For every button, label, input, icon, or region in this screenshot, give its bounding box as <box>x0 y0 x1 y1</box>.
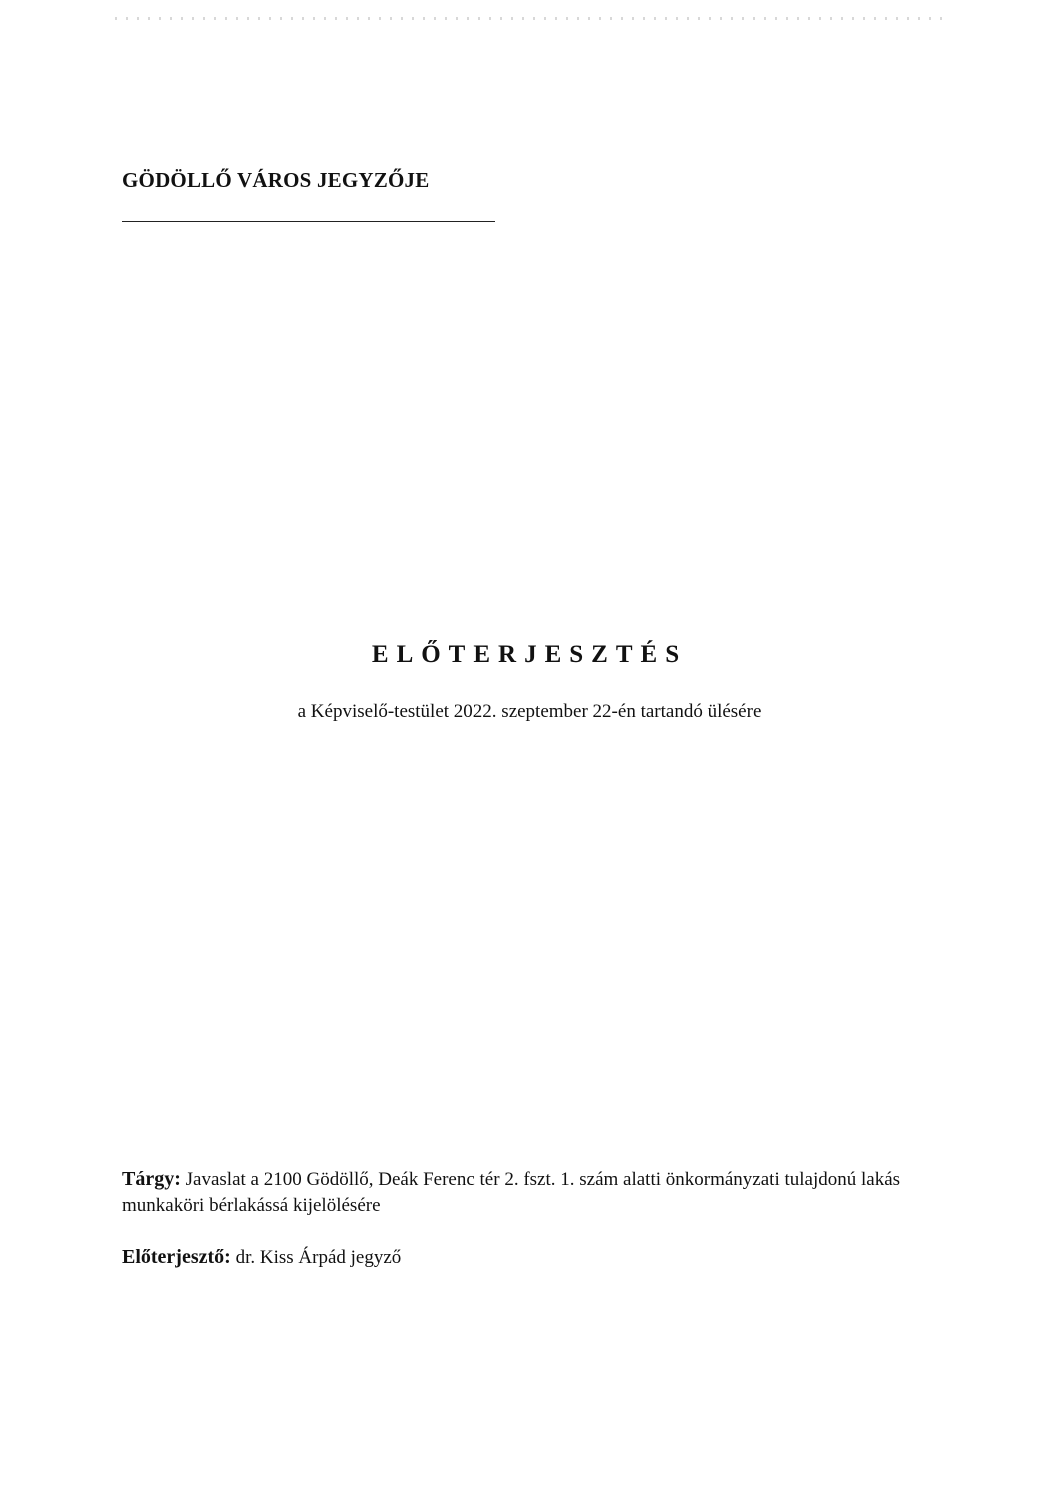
subject-label: Tárgy: <box>122 1168 181 1190</box>
presenter-text: dr. Kiss Árpád jegyző <box>230 1247 402 1268</box>
document-title: ELŐTERJESZTÉS <box>371 641 688 668</box>
presenter-label: Előterjesztő: <box>122 1246 231 1268</box>
subject-text: Javaslat a 2100 Gödöllő, Deák Ferenc tér 2. fszt. 1. szám alatti önkormányzati tulajdonú lakás munkaköri bérlakássá kijelölésére <box>122 1169 901 1216</box>
scan-artifact-dots <box>115 17 945 20</box>
document-subtitle: a Képviselő-testület 2022. szeptember 22-én tartandó ülésére <box>297 701 762 722</box>
subject-block <box>122 1166 937 1219</box>
issuer-underline <box>122 221 495 222</box>
presenter-block <box>122 1246 401 1269</box>
issuer-heading: GÖDÖLLŐ VÁROS JEGYZŐJE <box>122 168 430 192</box>
